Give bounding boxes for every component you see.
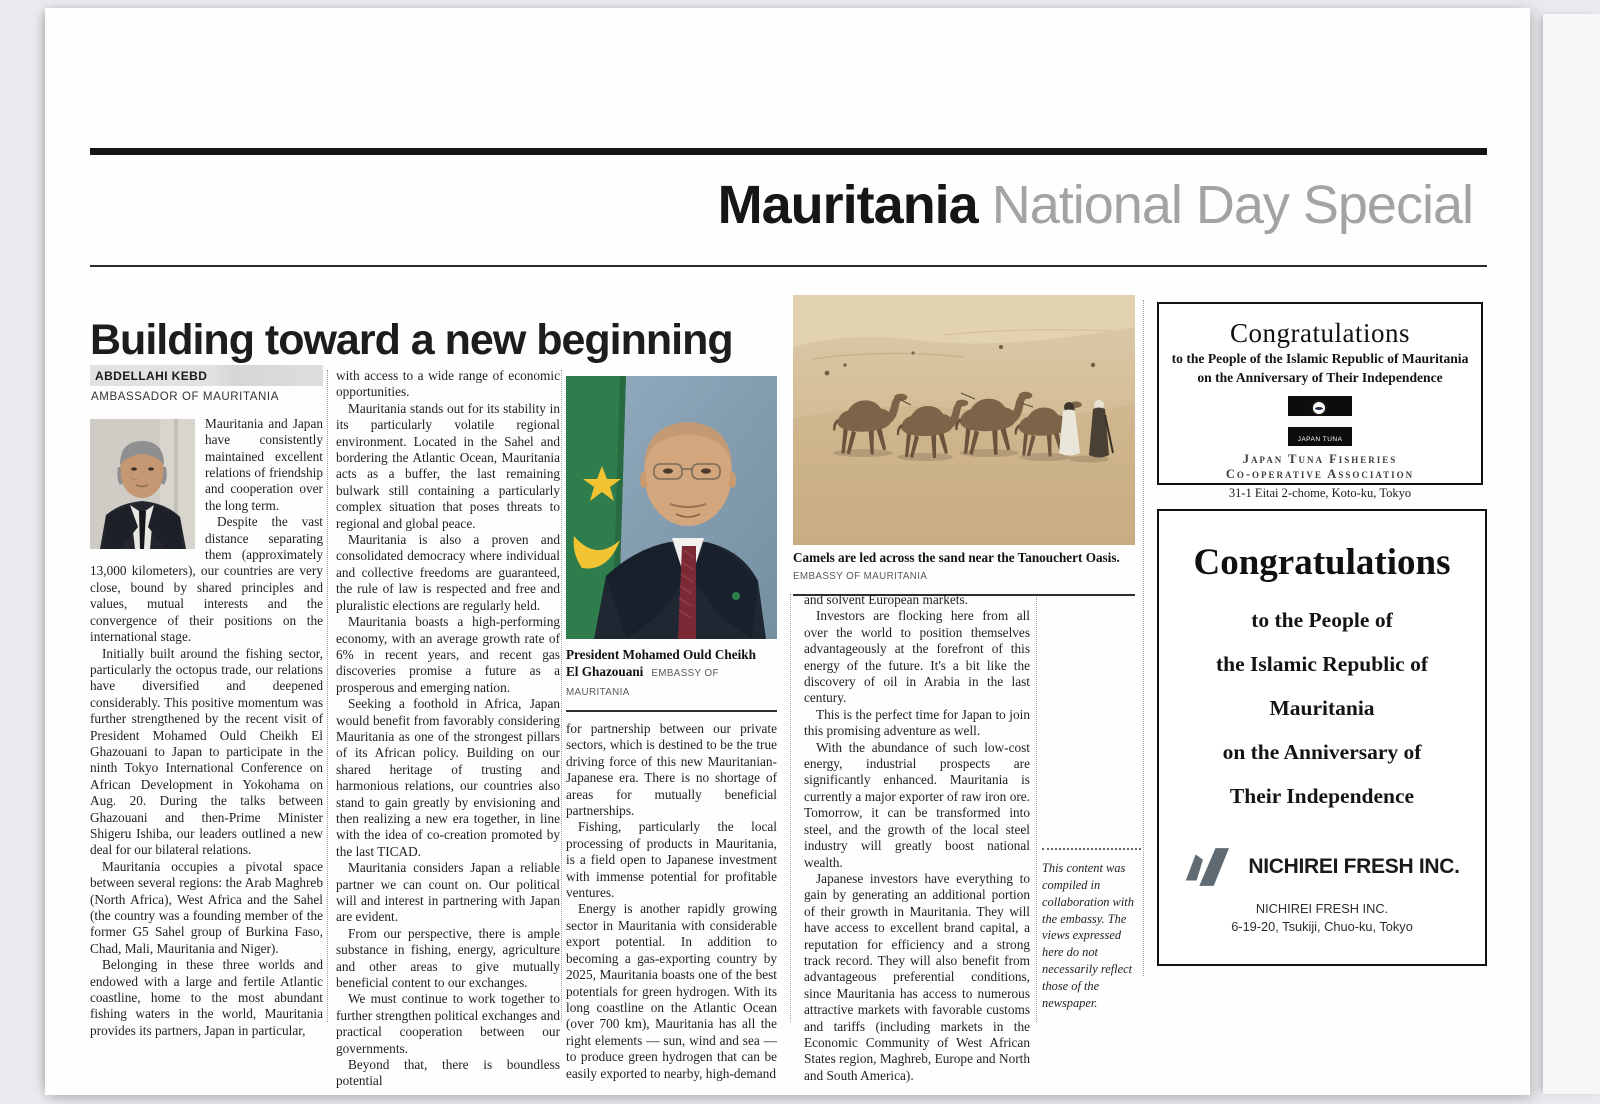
article-paragraph: Japanese investors have everything to gain by generating an additional portion of their growth in Mauritania. They will have access to excellent brand capital, a reputation for efficiency and a strong track record. They will also benefit from advantageous preferential conditions, since Mauritania has access to numerous attractive markets with favorable customs and tariffs (including markets in the Economic Community of West African States region, Maghreb, Europe and North and South America).	[804, 870, 1030, 1083]
article-column-3	[566, 376, 777, 1082]
article-paragraph: Energy is another rapidly growing sector in Mauritania with considerable export potential. In addition to becoming a gas-exporting country by 2025, Mauritania boasts one of the best potentials for green hydrogen. With its long coastline on the Atlantic Ocean (over 700 km), Mauritania has all the right elements — sun, wind and sea — to produce green hydrogen that can be easily exported to nearby, high-demand	[566, 901, 777, 1081]
article-paragraph: Mauritania and Japan have consistently maintained excellent relations of friendship and cooperation over the long term.	[205, 415, 323, 513]
ad-title: Congratulations	[1230, 318, 1410, 348]
article-column-4	[804, 592, 1030, 1084]
article-paragraph: Despite the vast distance separating them (approximately 13,000 kilometers), our countries are very close, bound by shared principles and values, mutual interests and the convergence of their positions on the international stage.	[90, 514, 323, 645]
article-column-1	[90, 365, 323, 1039]
ambassador-photo	[90, 419, 195, 549]
article-paragraph: Belonging in these three worlds and endowed with a large and fertile Atlantic coastline, home to the most abundant fishing waters in the world, Mauritania provides its partners, Japan in particular,	[90, 957, 323, 1038]
masthead-brand: Mauritania	[717, 175, 978, 235]
article-paragraph: Mauritania occupies a pivotal space between several regions: the Arab Maghreb (North Africa), West Africa and the Sahel (the country was a founding member of the former G5 Sahel group of Burkina Faso, Chad, Mali, Mauritania and Niger).	[90, 858, 323, 956]
masthead-top-rule	[90, 148, 1487, 155]
article-paragraph: and solvent European markets.	[804, 592, 968, 607]
article-paragraph: Mauritania boasts a high-performing economy, with an average growth rate of 6% in recent years, and recent gas discoveries promise a future as a prosperous and emerging nation.	[336, 614, 560, 695]
president-photo	[566, 376, 777, 639]
ad-line: to the People of	[1251, 608, 1393, 632]
ad-line: Their Independence	[1229, 784, 1415, 808]
ad-nichirei	[1157, 509, 1487, 966]
column-divider	[1036, 594, 1037, 1022]
article-paragraph: with access to a wide range of economic opportunities.	[336, 368, 560, 400]
article-paragraph: Initially built around the fishing sector, particularly the octopus trade, our relations have diversified and deepened considerably. This positive momentum was further strengthened by the recent visit of President Mohamed Ould Cheikh El Ghazouani to Japan to participate in the ninth Tokyo International Conference on African Development in Yokohama on Aug. 20. During the talks between Ghazouani and then-Prime Minister Shigeru Ishiba, our leaders outlined a new deal for our bilateral relations.	[90, 645, 323, 858]
camels-photo	[793, 295, 1135, 545]
logo-text: JAPAN TUNA	[1297, 436, 1343, 443]
article-ads-divider	[1143, 300, 1144, 976]
newspaper-page	[45, 8, 1530, 1095]
ad-line: on the Anniversary of	[1222, 740, 1422, 764]
column-divider	[327, 370, 328, 1022]
ad-company: NICHIREI FRESH INC.	[1248, 855, 1460, 878]
caption-line: President Mohamed Ould Cheikh	[566, 647, 756, 662]
article-paragraph: We must continue to work together to further strengthen political exchanges and practical cooperation between our governments.	[336, 991, 560, 1056]
photo-credit: EMBASSY OF MAURITANIA	[566, 668, 719, 698]
article-column-2	[336, 368, 560, 1090]
ad-japan-tuna	[1157, 302, 1483, 500]
article-paragraph: Seeking a foothold in Africa, Japan would benefit from favorably considering Mauritania as one of the strongest pillars of its African policy. Building on our shared heritage of trusting and harmonious relations, our countries also stand to gain greatly by envisioning and then realizing a new era together, in line with the idea of co-creation promoted by the last TICAD.	[336, 696, 560, 859]
article-paragraph: Beyond that, there is boundless potential	[336, 1057, 560, 1089]
adjacent-page-edge	[1543, 14, 1600, 1094]
article-paragraph: Mauritania stands out for its stability in its particularly volatile regional environment. Located in the Sahel and bordering the Atlantic Ocean, Mauritania acts as a buffer, the last remaining bulwark still containing a particularly complex situation that poses threats to regional and global peace.	[336, 400, 560, 531]
byline-name: ABDELLAHI KEBD	[90, 365, 323, 386]
nichirei-logo-icon	[1184, 844, 1238, 890]
ad-line: the Islamic Republic of	[1215, 652, 1428, 676]
byline-title: AMBASSADOR OF MAURITANIA	[91, 391, 279, 404]
ad-address: 31-1 Eitai 2-chome, Koto-ku, Tokyo	[1228, 486, 1412, 500]
tuna-emblem-icon	[1311, 400, 1327, 416]
article-paragraph: Mauritania is also a proven and consolidated democracy where individual and collective freedoms are guaranteed, the rule of law is respected and free and pluralistic elections are regularly held.	[336, 532, 560, 613]
ad-line: Mauritania	[1269, 696, 1375, 720]
ad-title: Congratulations	[1193, 542, 1451, 583]
masthead-subtitle: National Day Special	[977, 175, 1473, 235]
ad-org-line: Co-operative Association	[1225, 467, 1415, 481]
column-divider	[561, 370, 562, 1022]
article-headline: Building toward a new beginning	[90, 315, 733, 364]
caption-line: El Ghazouani EMBASSY OF MAURITANIA	[566, 664, 719, 698]
ad-address: NICHIREI FRESH INC. 6-19-20, Tsukiji, Chuo-ku, Tokyo	[1231, 901, 1413, 934]
masthead-bottom-rule	[90, 265, 1487, 267]
camels-photo-caption: Camels are led across the sand near the Tanouchert Oasis. EMBASSY OF MAURITANIA	[793, 550, 1135, 596]
column-divider	[790, 594, 791, 1022]
ad-line: to the People of the Islamic Republic of Mauritania	[1171, 351, 1469, 366]
article-paragraph: Mauritania considers Japan a reliable partner we can count on. Our political will and interest in partnering with Japan are evident.	[336, 860, 560, 925]
article-paragraph: for partnership between our private sectors, which is destined to be the true driving force of this new Mauritanian-Japanese era. There is no shortage of areas for mutually beneficial partnerships.	[566, 721, 777, 819]
ad-org-line: Japan Tuna Fisheries	[1242, 452, 1398, 466]
japan-tuna-logo	[1288, 396, 1352, 446]
section-masthead	[718, 174, 1473, 236]
article-paragraph: This is the perfect time for Japan to join this promising adventure as well.	[804, 706, 1030, 739]
logo-band	[1288, 416, 1352, 427]
article-paragraph: With the abundance of such low-cost energy, industrial prospects are significantly enhanced. Mauritania is currently a major exporter of raw iron ore. Tomorrow, it can be transformed into steel, and the growth of the local steel industry will greatly boost national wealth.	[804, 739, 1030, 870]
president-photo-caption	[566, 646, 777, 712]
article-paragraph: Investors are flocking here from all over the world to position themselves advantageously at the forefront of this energy of the future. It's a bit like the discovery of oil in Arabia in the last century.	[804, 608, 1030, 706]
editorial-disclaimer: This content was compiled in collaboration with the embassy. The views expressed here do not necessarily reflect those of the newspaper.	[1042, 848, 1141, 1012]
article-paragraph: From our perspective, there is ample substance in fishing, energy, agriculture and other areas to give mutually beneficial content to our exchanges.	[336, 925, 560, 991]
article-paragraph: Fishing, particularly the local processing of products in Mauritania, is a field open to Japanese investment with immense potential for profitable ventures.	[566, 819, 777, 901]
ad-line: on the Anniversary of Their Independence	[1197, 370, 1443, 385]
photo-credit: EMBASSY OF MAURITANIA	[793, 571, 928, 582]
